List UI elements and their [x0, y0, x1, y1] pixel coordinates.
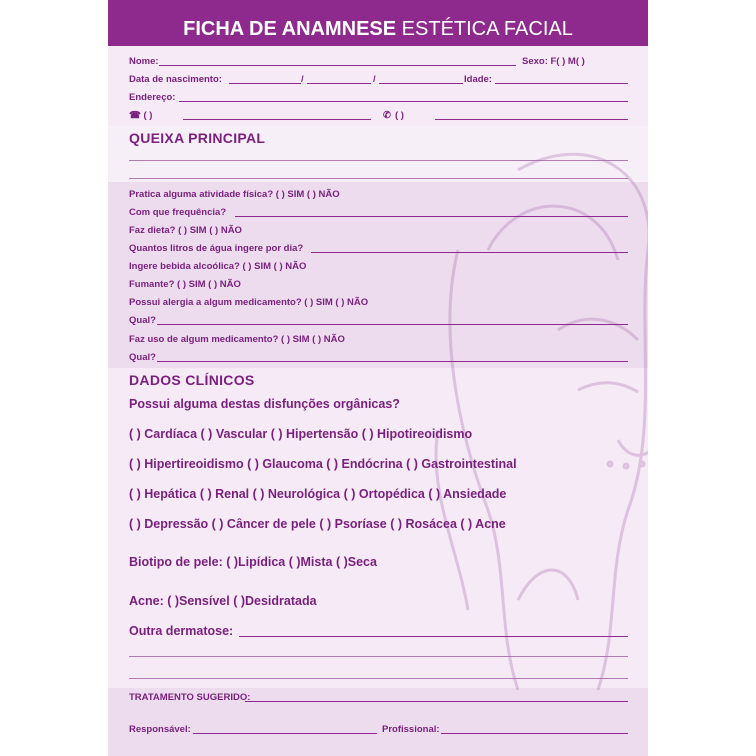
dysfunction-options-row[interactable]: ( ) Hipertireoidismo ( ) Glaucoma ( ) Endócrina ( ) Gastrointestinal	[129, 457, 517, 471]
habit-text[interactable]: Faz uso de algum medicamento? ( ) SIM ( ) NÃO	[129, 334, 345, 345]
dysfunction-options-row[interactable]: ( ) Cardíaca ( ) Vascular ( ) Hipertensão ( ) Hipotireoidismo	[129, 427, 473, 441]
water-field[interactable]	[311, 252, 628, 253]
whatsapp-field[interactable]	[435, 119, 628, 120]
birth-slash-1: /	[301, 74, 304, 85]
other-dermatosis-label: Outra dermatose:	[129, 624, 234, 638]
professional-label: Profissional:	[382, 724, 440, 735]
sex-label[interactable]: Sexo: F( ) M( )	[522, 56, 585, 67]
habit-text: Qual?	[129, 352, 156, 363]
birth-month-field[interactable]	[307, 83, 371, 84]
treatment-row	[129, 692, 628, 706]
complaint-line-2[interactable]	[129, 178, 628, 179]
habit-row	[129, 352, 628, 366]
form-title	[108, 18, 648, 41]
responsible-field[interactable]	[193, 733, 377, 734]
birth-day-field[interactable]	[229, 83, 301, 84]
habit-text[interactable]: Faz dieta? ( ) SIM ( ) NÃO	[129, 225, 242, 236]
name-row	[129, 56, 628, 70]
dysfunction-options-row[interactable]: ( ) Depressão ( ) Câncer de pele ( ) Psoríase ( ) Rosácea ( ) Acne	[129, 517, 506, 531]
medication-which-field[interactable]	[157, 361, 628, 362]
birth-row	[129, 74, 628, 88]
other-dermatosis-line-2[interactable]	[129, 656, 628, 657]
signature-row	[129, 724, 628, 738]
address-row	[129, 92, 628, 106]
allergy-which-field[interactable]	[157, 324, 628, 325]
phone-ddd[interactable]: ( )	[143, 110, 153, 121]
other-dermatosis-line-3[interactable]	[129, 678, 628, 679]
treatment-label: TRATAMENTO SUGERIDO:	[129, 692, 251, 703]
habit-row	[129, 261, 628, 275]
whatsapp-ddd[interactable]: ( )	[395, 110, 404, 121]
clinical-data-title: DADOS CLÍNICOS	[129, 372, 255, 388]
main-complaint-title: QUEIXA PRINCIPAL	[129, 130, 266, 146]
name-field[interactable]	[159, 65, 516, 66]
address-label: Endereço:	[129, 92, 176, 103]
professional-field[interactable]	[441, 733, 628, 734]
habit-row	[129, 334, 628, 348]
whatsapp-icon: ✆	[383, 110, 391, 121]
complaint-line-1[interactable]	[129, 160, 628, 161]
address-field[interactable]	[179, 101, 628, 102]
habit-row	[129, 279, 628, 293]
phone-row	[129, 110, 628, 124]
treatment-field[interactable]	[245, 701, 628, 702]
birth-label: Data de nascimento:	[129, 74, 222, 85]
habit-text[interactable]: Pratica alguma atividade física? ( ) SIM ( ) NÃO	[129, 189, 340, 200]
dysfunction-options-row[interactable]: ( ) Hepática ( ) Renal ( ) Neurológica ( ) Ortopédica ( ) Ansiedade	[129, 487, 507, 501]
age-field[interactable]	[495, 83, 628, 84]
anamnesis-form	[108, 0, 648, 756]
habit-text[interactable]: Possui alergia a algum medicamento? ( ) SIM ( ) NÃO	[129, 297, 369, 308]
frequency-field[interactable]	[235, 216, 628, 217]
age-label: Idade:	[464, 74, 492, 85]
habit-row	[129, 315, 628, 329]
habit-text[interactable]: Ingere bebida alcoólica? ( ) SIM ( ) NÃO	[129, 261, 307, 272]
phone-field[interactable]	[183, 119, 371, 120]
habit-text: Qual?	[129, 315, 156, 326]
habit-row	[129, 297, 628, 311]
skin-biotype-options[interactable]: Biotipo de pele: ( )Lipídica ( )Mista ( )Seca	[129, 555, 377, 569]
birth-year-field[interactable]	[379, 83, 463, 84]
habit-text: Com que frequência?	[129, 207, 227, 218]
form-title-bold: FICHA DE ANAMNESE	[183, 18, 397, 40]
phone-icon: ☎	[129, 110, 141, 121]
habit-row	[129, 243, 628, 257]
habit-row	[129, 225, 628, 239]
habit-text: Quantos litros de água ingere por dia?	[129, 243, 304, 254]
form-header	[108, 0, 648, 46]
form-title-light: ESTÉTICA FACIAL	[401, 18, 573, 40]
name-label: Nome:	[129, 56, 159, 67]
birth-slash-2: /	[373, 74, 376, 85]
habit-text[interactable]: Fumante? ( ) SIM ( ) NÃO	[129, 279, 241, 290]
responsible-label: Responsável:	[129, 724, 191, 735]
dysfunction-question: Possui alguma destas disfunções orgânicas?	[129, 397, 400, 411]
acne-options[interactable]: Acne: ( )Sensível ( )Desidratada	[129, 594, 317, 608]
habit-row	[129, 189, 628, 203]
other-dermatosis-field[interactable]	[239, 636, 628, 637]
habit-row	[129, 207, 628, 221]
